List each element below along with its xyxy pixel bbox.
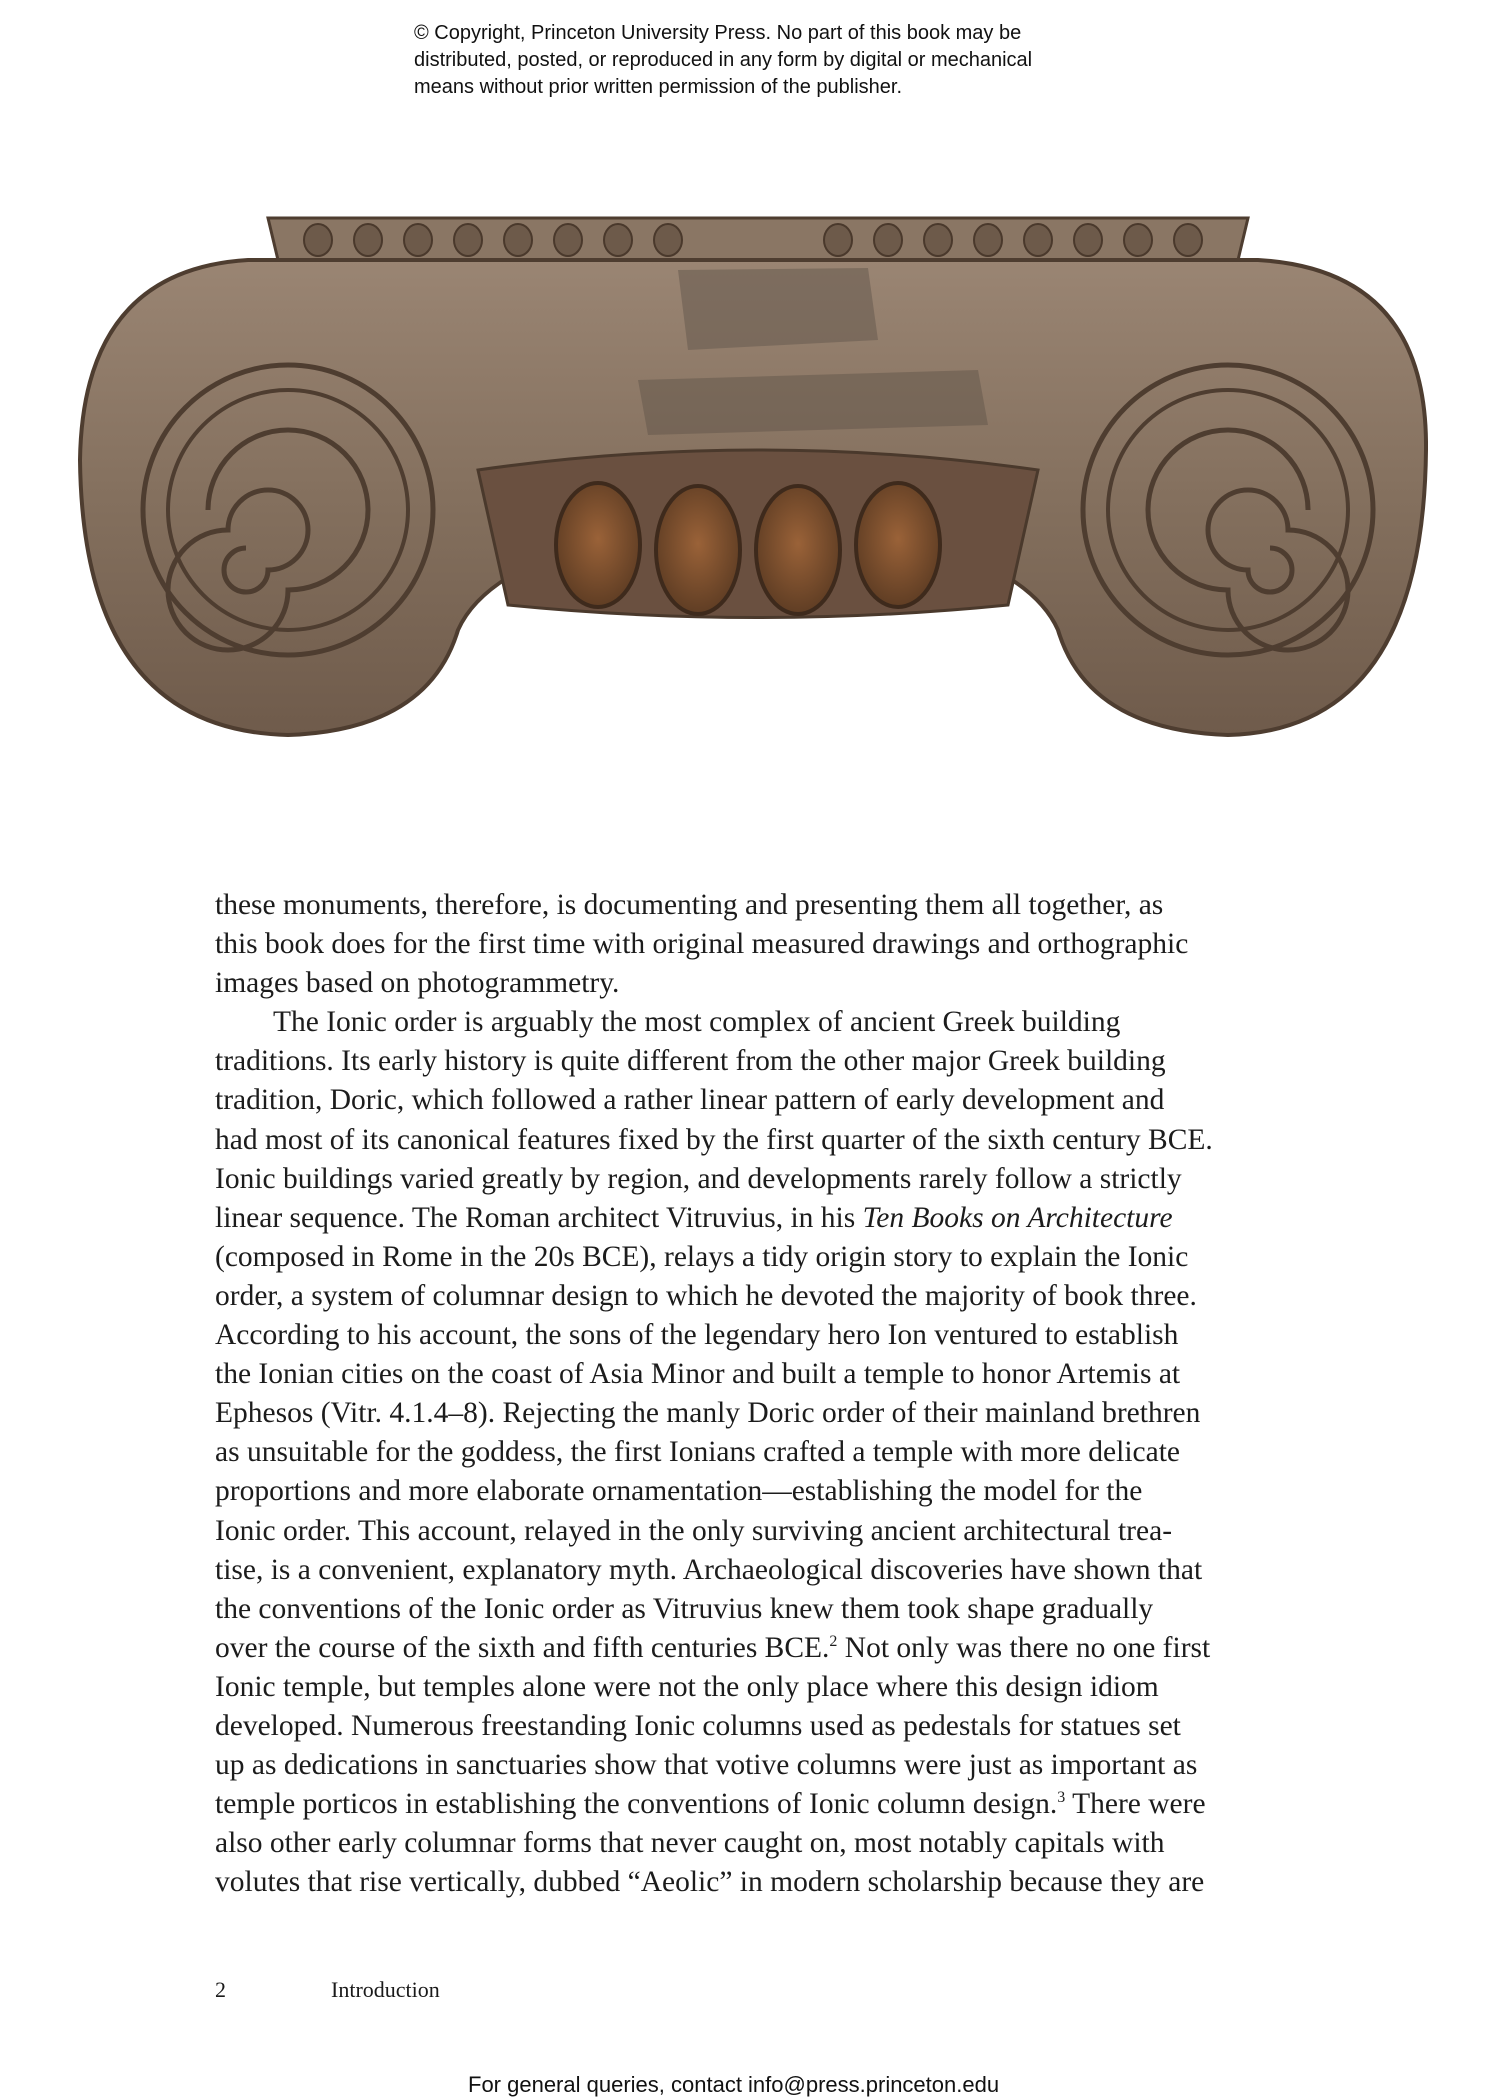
text-line: images based on photogrammetry. bbox=[215, 967, 620, 1000]
text-line: the conventions of the Ionic order as Vitruvius knew them took shape gradually bbox=[215, 1592, 1154, 1625]
text-line: order, a system of columnar design to which he devoted the majority of book three. bbox=[215, 1279, 1197, 1312]
text-line: up as dedications in sanctuaries show that votive columns were just as important as bbox=[215, 1749, 1198, 1782]
text-line: Ionic temple, but temples alone were not the only place where this design idiom bbox=[215, 1670, 1159, 1703]
footnote-ref-3[interactable]: 3 bbox=[1057, 1789, 1066, 1807]
text-line: The Ionic order is arguably the most complex of ancient Greek building bbox=[273, 1006, 1121, 1039]
text-span: linear sequence. The Roman architect Vitruvius, in his bbox=[215, 1201, 863, 1234]
text-line: Ephesos (Vitr. 4.1.4–8). Rejecting the manly Doric order of their mainland brethren bbox=[215, 1397, 1201, 1430]
text-line: tradition, Doric, which followed a rather linear pattern of early development and bbox=[215, 1084, 1165, 1117]
notice-line: © Copyright, Princeton University Press. No part of this book may be bbox=[414, 22, 1022, 44]
text-line bbox=[215, 1629, 1335, 1668]
text-line: the Ionian cities on the coast of Asia Minor and built a temple to honor Artemis at bbox=[215, 1358, 1181, 1391]
ionic-capital-image bbox=[78, 210, 1428, 750]
running-footer-title: Introduction bbox=[331, 1977, 440, 2002]
text-line: According to his account, the sons of the legendary hero Ion ventured to establish bbox=[215, 1319, 1179, 1352]
text-line: Ionic order. This account, relayed in the only surviving ancient architectural trea- bbox=[215, 1514, 1173, 1547]
text-line: volutes that rise vertically, dubbed “Aeolic” in modern scholarship because they are bbox=[215, 1866, 1205, 1899]
text-line: Ionic buildings varied greatly by region, and developments rarely follow a strictly bbox=[215, 1162, 1182, 1195]
text-line: tise, is a convenient, explanatory myth. Archaeological discoveries have shown that bbox=[215, 1553, 1203, 1586]
text-span: Not only was there no one first bbox=[837, 1631, 1211, 1664]
book-title: Ten Books on Architecture bbox=[862, 1201, 1173, 1234]
text-line: developed. Numerous freestanding Ionic columns used as pedestals for statues set bbox=[215, 1709, 1181, 1742]
copyright-notice bbox=[414, 20, 1114, 101]
text-line bbox=[215, 1199, 1335, 1238]
text-line: this book does for the first time with original measured drawings and orthographic bbox=[215, 928, 1189, 961]
notice-line: means without prior written permission of the publisher. bbox=[414, 76, 903, 98]
text-span: over the course of the sixth and fifth centuries BCE. bbox=[215, 1631, 830, 1664]
ionic-capital-figure bbox=[78, 210, 1428, 750]
text-span: There were bbox=[1065, 1788, 1206, 1821]
text-line: traditions. Its early history is quite different from the other major Greek building bbox=[215, 1045, 1166, 1078]
text-line: as unsuitable for the goddess, the first Ionians crafted a temple with more delicate bbox=[215, 1436, 1180, 1469]
text-line: had most of its canonical features fixed by the first quarter of the sixth century BCE. bbox=[215, 1123, 1213, 1156]
text-line: these monuments, therefore, is documenting and presenting them all together, as bbox=[215, 889, 1164, 921]
body-text bbox=[215, 886, 1335, 1902]
text-line: proportions and more elaborate ornamentation—establishing the model for the bbox=[215, 1475, 1143, 1508]
page-number: 2 bbox=[215, 1977, 226, 2002]
text-line bbox=[215, 1785, 1335, 1824]
text-line: (composed in Rome in the 20s BCE), relays a tidy origin story to explain the Ionic bbox=[215, 1240, 1189, 1273]
text-line: also other early columnar forms that never caught on, most notably capitals with bbox=[215, 1827, 1165, 1860]
footnote-ref-2[interactable]: 2 bbox=[829, 1632, 838, 1650]
text-span: temple porticos in establishing the conventions of Ionic column design. bbox=[215, 1788, 1058, 1821]
notice-line: distributed, posted, or reproduced in any form by digital or mechanical bbox=[414, 49, 1033, 71]
contact-line: For general queries, contact info@press.princeton.edu bbox=[468, 2072, 1000, 2097]
